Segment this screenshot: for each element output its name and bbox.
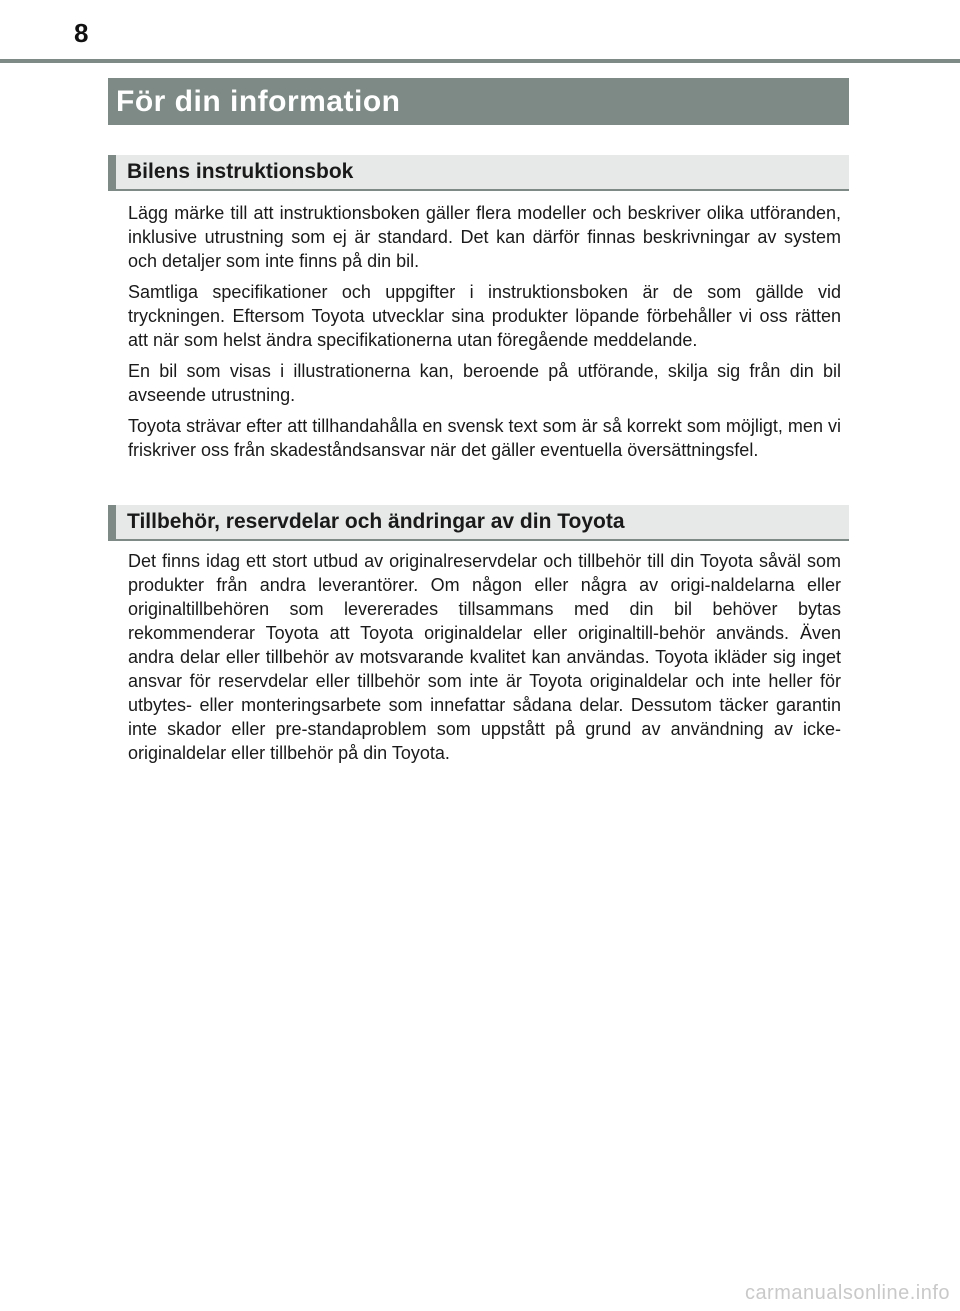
paragraph: Lägg märke till att instruktionsboken gäller flera modeller och beskriver olika utföranden, inklusive utrustning som ej är standard. Det kan därför finnas beskrivningar av system och detaljer som inte finns på din bil. — [128, 203, 841, 271]
paragraph: En bil som visas i illustrationerna kan, beroende på utförande, skilja sig från din bil avseende utrustning. — [128, 361, 841, 405]
section-body-accessories — [128, 549, 841, 772]
chapter-title: För din information — [116, 85, 401, 118]
section-heading-text: Bilens instruktionsbok — [127, 160, 354, 183]
section-heading-accessories — [108, 505, 849, 541]
watermark: carmanualsonline.info — [744, 1282, 950, 1304]
paragraph: Toyota strävar efter att tillhandahålla en svensk text som är så korrekt som möjligt, men vi friskriver oss från skadeståndsansvar när det gäller eventuella översättningsfel. — [128, 416, 841, 460]
section-body-owners-manual — [128, 201, 841, 469]
paragraph: Det finns idag ett stort utbud av originalreservdelar och tillbehör till din Toyota såväl som produkter från andra leverantörer. Om någon eller några av origi-naldelarna eller originaltillbehören som levererades tillsammans med din bil behöver bytas rekommenderar Toyota att Toyota originaldelar eller originaltill-behör används. Även andra delar eller tillbehör av motsvarande kvalitet kan användas. Toyota ikläder sig inget ansvar för reservdelar eller tillbehör som inte är Toyota originaldelar och inte heller för utbytes- eller monteringsarbete som innefattar sådana delar. Dessutom täcker garantin inte skador eller pre-standaproblem som uppstått på grund av användning av icke-originaldelar eller tillbehör på din Toyota. — [128, 551, 841, 763]
section-heading-owners-manual — [108, 155, 849, 191]
top-rule — [0, 59, 960, 63]
page-number: 8 — [74, 18, 89, 48]
paragraph: Samtliga specifikationer och uppgifter i instruktionsboken är de som gällde vid tryckningen. Eftersom Toyota utvecklar sina produkter löpande förbehåller vi oss rätten att när som helst ändra specifikationerna utan föregående meddelande. — [128, 282, 841, 350]
section-heading-text: Tillbehör, reservdelar och ändringar av din Toyota — [127, 510, 625, 533]
chapter-banner — [108, 78, 849, 125]
